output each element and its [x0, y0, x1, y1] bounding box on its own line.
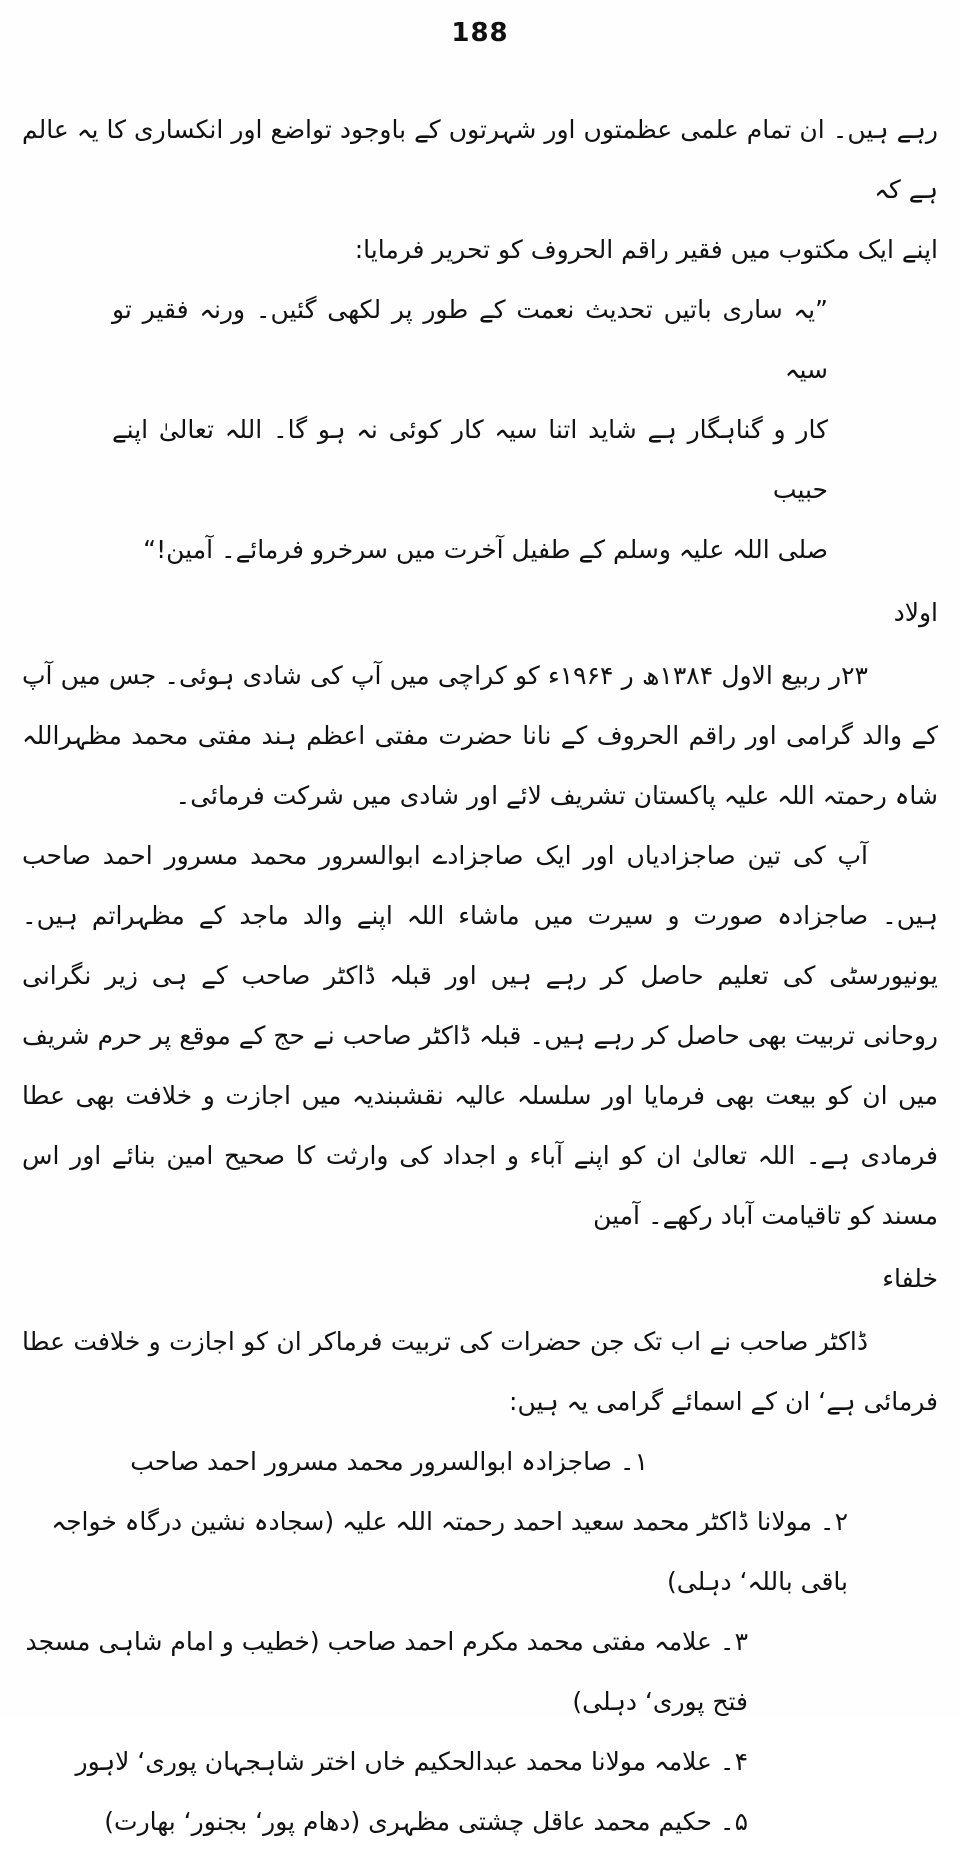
paragraph-children: آپ کی تین صاجزادیاں اور ایک صاجزادے ابوالسرور محمد مسرور احمد صاحب ہیں۔ صاجزادہ صورت و سیرت میں ماشاء اللہ اپنے والد ماجد کے مظہراتم ہیں۔ یونیورسٹی کی تعلیم حاصل کر رہے ہیں اور قبلہ ڈاکٹر صاحب کے ہی زیر نگرانی روحانی تربیت بھی حاصل کر رہے ہیں۔ قبلہ ڈاکٹر صاحب نے حج کے موقع پر حرم شریف میں ان کو بیعت بھی فرمایا اور سلسلہ عالیہ نقشبندیہ میں اجازت و خلافت بھی عطا فرمادی ہے۔ اللہ تعالیٰ ان کو اپنے آباء و اجداد کی وارثت کا صحیح امین بنائے اور اس مسند کو تاقیامت آباد رکھے۔ آمین: [22, 841, 938, 1230]
paragraph-marriage: ۲۳ر ربیع الاول ۱۳۸۴ھ ر ۱۹۶۴ء کو کراچی میں آپ کی شادی ہوئی۔ جس میں آپ کے والد گرامی اور راقم الحروف کے نانا حضرت مفتی اعظم ہند مفتی محمد مظہراللہ شاہ رحمتہ اللہ علیہ پاکستان تشریف لائے اور شادی میں شرکت فرمائی۔: [22, 661, 938, 810]
quote-line-2: کار و گناہگار ہے شاید اتنا سیہ کار کوئی نہ ہو گا۔ اللہ تعالیٰ اپنے حبیب: [112, 415, 828, 504]
list-item: ۳۔ علامہ مفتی محمد مکرم احمد صاحب (خطیب و امام شاہی مسجد فتح پوری‘ دہلی): [25, 1627, 748, 1716]
paragraph-intro: [22, 100, 938, 280]
section-heading-khulafa: خلفاء: [882, 1264, 938, 1293]
page-number: 188: [451, 18, 509, 48]
intro-line-2: اپنے ایک مکتوب میں فقیر راقم الحروف کو تحریر فرمایا:: [354, 235, 938, 264]
quote-line-3: صلی اللہ علیہ وسلم کے طفیل آخرت میں سرخرو فرمائے۔ آمین!“: [143, 535, 828, 564]
list-item: ۵۔ حکیم محمد عاقل چشتی مظہری (دھام پور‘ بجنور‘ بھارت): [104, 1807, 748, 1836]
section-heading-aulad: اولاد: [893, 598, 938, 627]
block-quote: [112, 280, 828, 580]
page-content: [22, 100, 938, 1852]
intro-line-1: رہے ہیں۔ ان تمام علمی عظمتوں اور شہرتوں کے باوجود تواضع اور انکساری کا یہ عالم ہے کہ: [22, 115, 938, 204]
khulafa-list: [22, 1432, 938, 1852]
list-item: ۱۔ صاجزادہ ابوالسرور محمد مسرور احمد صاحب: [130, 1447, 648, 1476]
list-item: ۲۔ مولانا ڈاکٹر محمد سعید احمد رحمتہ اللہ علیہ (سجادہ نشین درگاہ خواجہ باقی باللہ‘ دہلی): [51, 1507, 848, 1596]
list-item: ۴۔ علامہ مولانا محمد عبدالحکیم خاں اختر شاہجہان پوری‘ لاہور: [75, 1747, 748, 1776]
quote-line-1: ”یہ ساری باتیں تحدیث نعمت کے طور پر لکھی گئیں۔ ورنہ فقیر تو سیہ: [112, 295, 828, 384]
paragraph-khulafa-intro: ڈاکٹر صاحب نے اب تک جن حضرات کی تربیت فرماکر ان کو اجازت و خلافت عطا فرمائی ہے‘ ان کے اسمائے گرامی یہ ہیں:: [22, 1327, 938, 1416]
